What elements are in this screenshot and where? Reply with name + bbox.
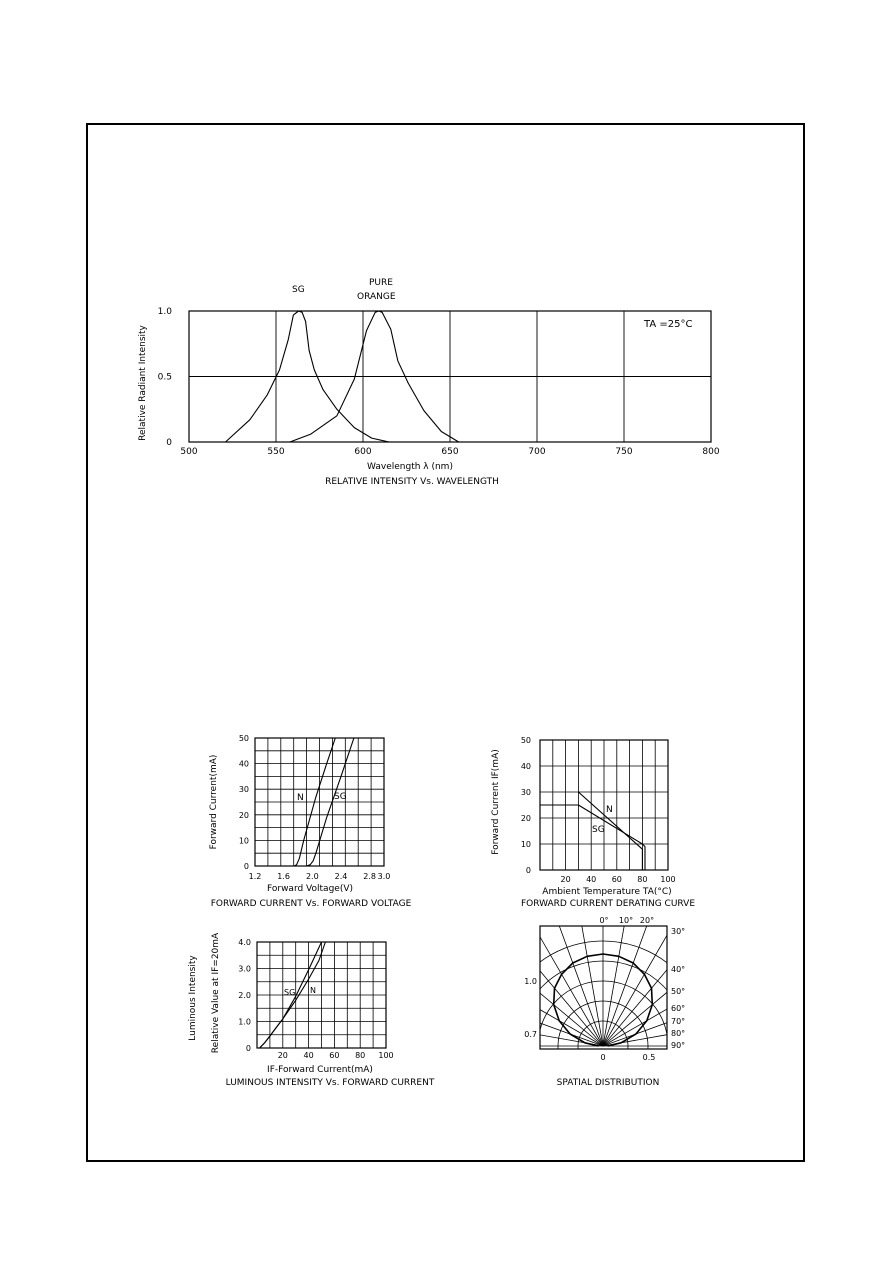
y-tick-label: 2.0 [238,991,251,1000]
y-tick-label: 20 [238,810,249,820]
y-tick-labels [521,736,531,875]
x-tick-label: 2.8 [363,872,377,881]
x-tick-label: 40 [586,875,597,884]
x-tick-label: 100 [660,875,676,884]
radial-label-bottom-1: 0 [600,1053,606,1062]
grid [255,738,384,866]
x-tick-labels [180,447,719,457]
y-axis-label: Forward Current IF(mA) [491,749,501,855]
angle-label: 40° [671,965,686,974]
x-tick-label: 40 [303,1051,314,1060]
y-tick-label: 1.0 [238,1017,251,1027]
y-tick-label: 10 [238,836,249,846]
y-tick-label: 50 [520,736,531,745]
x-axis-label: Forward Voltage(V) [267,884,353,894]
x-tick-label: 20 [560,875,571,884]
series-label-sg: SG [284,988,296,997]
angle-label: 20° [639,916,655,925]
chart-title: SPATIAL DISTRIBUTION [556,1078,660,1088]
x-tick-label: 750 [615,447,633,457]
x-tick-label: 1.6 [277,872,291,881]
series-label-n: N [297,793,304,803]
chart-derating-curve [491,736,695,909]
series-label-sg: SG [592,825,605,835]
x-tick-label: 600 [354,447,372,457]
y-tick-label: 50 [238,734,249,743]
x-tick-labels [249,872,391,881]
x-axis-label: Wavelength λ (nm) [367,462,453,472]
x-tick-label: 800 [702,447,720,457]
x-tick-label: 2.0 [305,872,319,881]
chart-title: FORWARD CURRENT Vs. FORWARD VOLTAGE [210,899,412,909]
series-label-n: N [606,805,613,815]
radial-label-bottom-2: 0.5 [642,1053,656,1062]
angle-label: 10° [618,916,634,925]
plot-frame [540,926,667,1049]
curve-label-pure: PURE [369,278,393,288]
y-axis-label-line-1: Luminous Intensity [188,955,198,1041]
x-axis-label: Ambient Temperature TA(°C) [542,887,672,897]
curve-label-orange: ORANGE [357,292,396,302]
x-tick-label: 650 [441,447,459,457]
radial-label-left-1: 1.0 [524,977,537,986]
chart-forward-current-voltage [209,734,412,909]
y-axis-label: Relative Radiant Intensity [138,325,148,441]
y-tick-label: 0 [525,866,531,875]
grid [189,311,711,442]
x-tick-label: 60 [611,875,622,884]
chart-title: RELATIVE INTENSITY Vs. WAVELENGTH [325,477,499,487]
radial-label-left-2: 0.7 [524,1030,537,1039]
x-tick-label: 2.4 [334,872,348,881]
chart-title: LUMINOUS INTENSITY Vs. FORWARD CURRENT [225,1078,435,1088]
angle-label: 0° [599,916,609,925]
temperature-annotation: TA =25°C [644,319,693,330]
y-tick-label: 4.0 [238,938,251,947]
y-tick-label: 20 [520,814,531,823]
series-label-n: N [310,986,316,995]
x-tick-label: 20 [277,1051,288,1060]
y-tick-label: 40 [520,762,531,771]
x-tick-label: 700 [528,447,546,457]
series-label-sg: SG [334,792,347,802]
x-tick-label: 100 [378,1051,394,1060]
angle-label: 50° [671,987,686,996]
angle-label: 60° [671,1004,686,1013]
x-tick-label: 550 [267,447,285,457]
y-tick-label: 30 [520,788,531,797]
angle-label: 90° [671,1041,686,1050]
y-tick-labels [239,734,249,871]
chart-title: FORWARD CURRENT DERATING CURVE [520,899,696,909]
y-axis-label-line-2: Relative Value at IF=20mA [211,932,221,1054]
y-tick-labels [158,307,173,448]
y-tick-label: 1.0 [157,307,172,317]
angle-label: 70° [671,1017,686,1026]
x-tick-label: 60 [329,1051,340,1060]
y-axis-label: Forward Current(mA) [209,754,219,850]
y-tick-label: 3.0 [238,964,251,974]
y-tick-label: 0 [166,438,172,448]
angle-label: 30° [671,927,686,936]
y-tick-label: 10 [520,840,531,849]
chart-luminous-intensity [188,932,435,1088]
x-tick-label: 80 [637,875,648,884]
x-tick-labels [561,875,676,884]
x-tick-label: 500 [180,447,198,457]
x-tick-label: 3.0 [377,872,391,881]
grid [257,942,386,1048]
y-tick-label: 40 [238,759,249,769]
series-line-n [578,792,642,870]
x-tick-label: 1.2 [248,872,262,881]
chart-spatial-distribution [443,886,763,1151]
x-tick-label: 80 [355,1051,366,1060]
y-tick-label: 30 [238,785,249,795]
chart-relative-intensity [138,278,720,487]
y-tick-label: 0 [245,1044,251,1053]
y-tick-label: 0.5 [157,372,172,383]
angle-label: 80° [671,1029,686,1038]
x-axis-label: IF-Forward Current(mA) [267,1065,373,1075]
y-tick-label: 0 [243,862,249,871]
y-tick-labels [238,938,251,1053]
curve-label-sg: SG [292,285,305,295]
x-tick-labels [278,1051,394,1060]
